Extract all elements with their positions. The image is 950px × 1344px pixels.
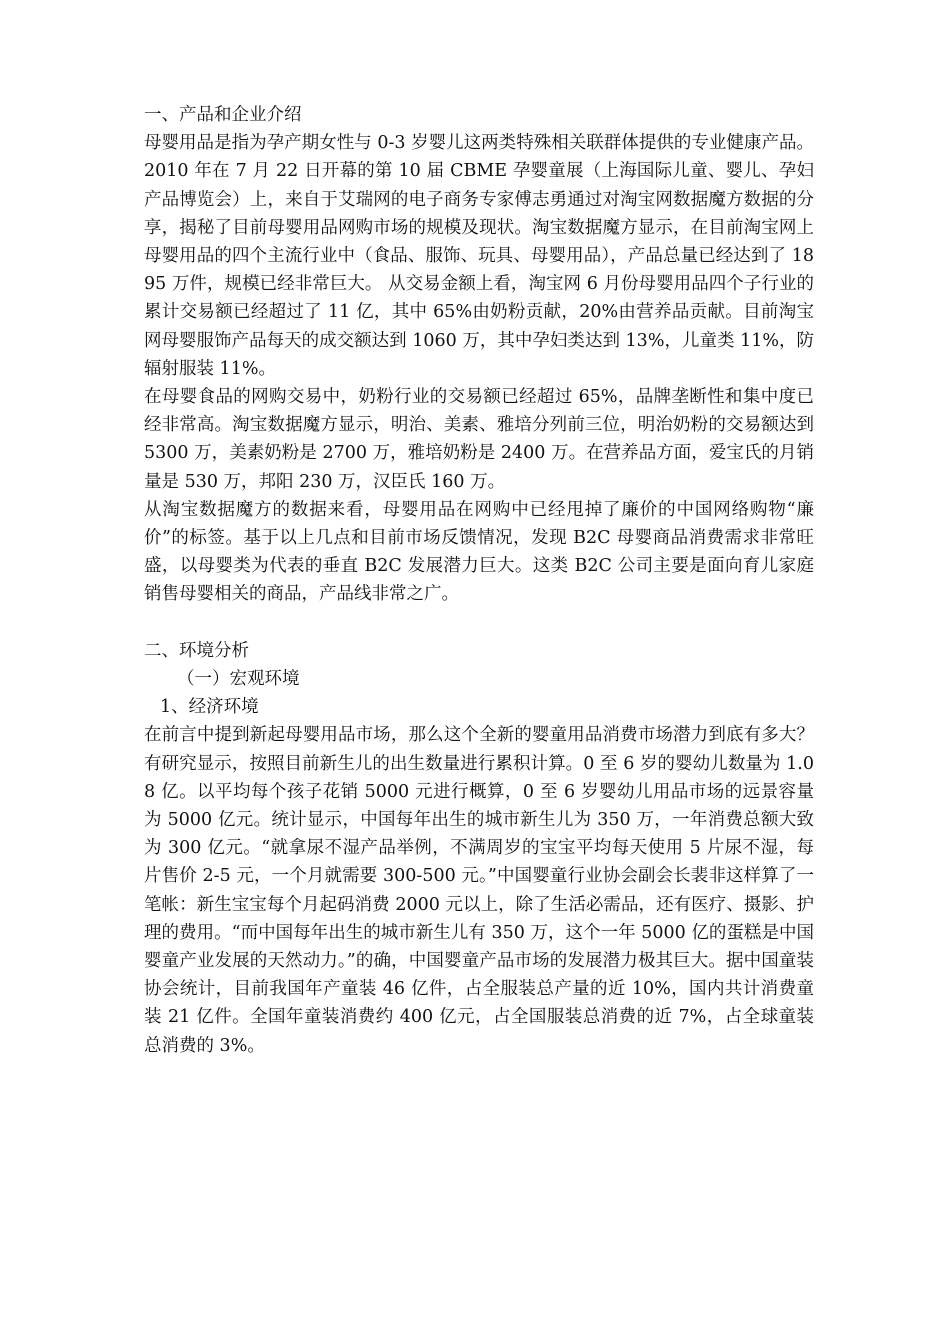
section-heading-product-intro: 一、产品和企业介绍 xyxy=(144,105,302,125)
paragraph-food: 在母婴食品的网购交易中，奶粉行业的交易额已经超过 65%，品牌垄断性和集中度已经非常高。淘宝数据魔方显示，明治、美素、雅培分列前三位，明治奶粉的交易额达到 5300 万，美素奶粉是 2700 万，雅培奶粉是 2400 万。在营养品方面，爱宝氏的月销量是 530 万，邦阳 230 万，汉臣氏 160 万。 xyxy=(144,387,814,492)
paragraph-economic: 在前言中提到新起母婴用品市场，那么这个全新的婴童用品消费市场潜力到底有多大？有研究显示，按照目前新生儿的出生数量进行累积计算。0 至 6 岁的婴幼儿数量为 1.08 亿。以平均每个孩子花销 5000 元进行概算，0 至 6 岁婴幼儿用品市场的远景容量为 5000 亿元。统计显示，中国每年出生的城市新生儿为 350 万，一年消费总额大致为 300 亿元。“就拿尿不湿产品举例，不满周岁的宝宝平均每天使用 5 片尿不湿，每片售价 2-5 元，一个月就需要 300-500 元。”中国婴童行业协会副会长裴非这样算了一笔帐：新生宝宝每个月起码消费 2000 元以上，除了生活必需品，还有医疗、摄影、护理的费用。“而中国每年出生的城市新生儿有 350 万，这个一年 5000 亿的蛋糕是中国婴童产业发展的天然动力。”的确，中国婴童产品市场的发展潜力极其巨大。据中国童装协会统计，目前我国年产童装 46 亿件，占全服装总产量的近 10%，国内共计消费童装 21 亿件。全国年童装消费约 400 亿元，占全国服装总消费的近 7%，占全球童装总消费的 3%。 xyxy=(144,725,814,1056)
subheading-economic-environment: 1、经济环境 xyxy=(160,697,259,718)
subheading-macro-environment: （一）宏观环境 xyxy=(177,669,300,690)
document-page xyxy=(144,101,814,1060)
paragraph-conclusion: 从淘宝数据魔方的数据来看，母婴用品在网购中已经甩掉了廉价的中国网络购物“廉价”的标签。基于以上几点和目前市场反馈情况，发现 B2C 母婴商品消费需求非常旺盛，以母婴类为代表的垂直 B2C 发展潜力巨大。这类 B2C 公司主要是面向育儿家庭销售母婴相关的商品，产品线非常之广。 xyxy=(144,499,814,605)
section-spacer xyxy=(144,609,814,637)
section-heading-environment: 二、环境分析 xyxy=(144,640,249,661)
paragraph-intro: 母婴用品是指为孕产期女性与 0-3 岁婴儿这两类特殊相关联群体提供的专业健康产品。 2010 年在 7 月 22 日开幕的第 10 届 CBME 孕婴童展（上海国际儿童、婴儿、孕妇产品博览会）上，来自于艾瑞网的电子商务专家傅志勇通过对淘宝网数据魔方数据的分享，揭秘了目前母婴用品网购市场的规模及现状。淘宝数据魔方显示，在目前淘宝网上母婴用品的四个主流行业中（食品、服饰、玩具、母婴用品），产品总量已经达到了 1895 万件，规模已经非常巨大。 从交易金额上看，淘宝网 6 月份母婴用品四个子行业的累计交易额已经超过了 11 亿，其中 65%由奶粉贡献，20%由营养品贡献。目前淘宝网母婴服饰产品每天的成交额达到 1060 万，其中孕妇类达到 13%，儿童类 11%，防辐射服装 11%。 xyxy=(144,133,814,379)
